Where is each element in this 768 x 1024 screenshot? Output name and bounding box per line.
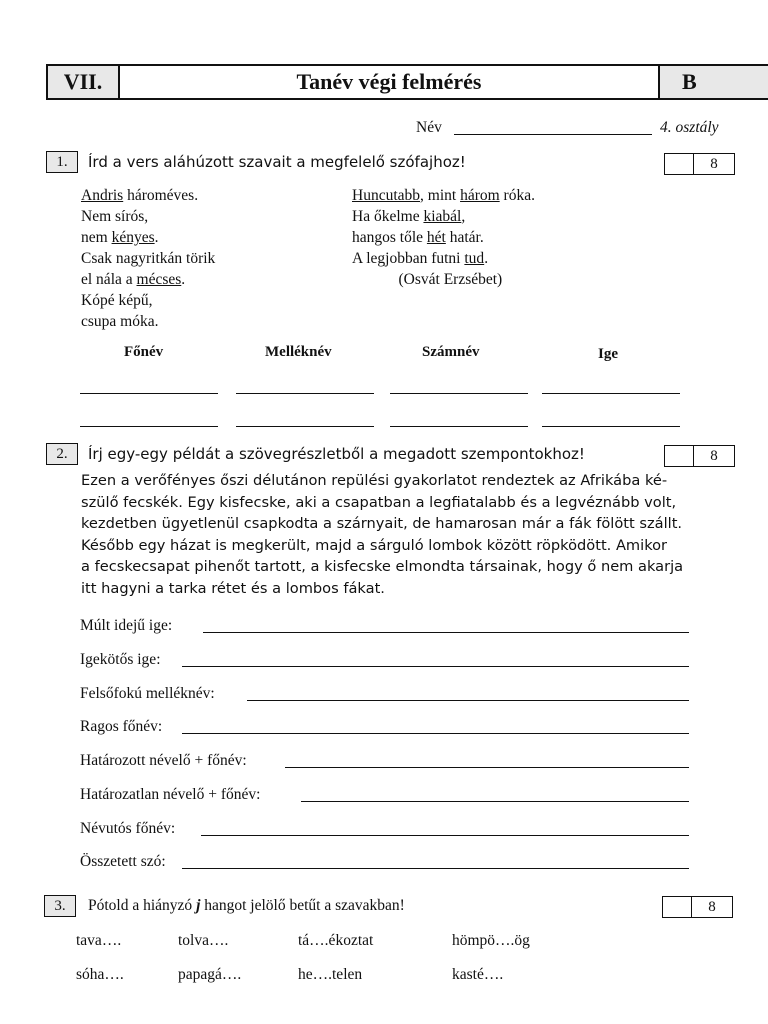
field-label-osszetett-szo: Összetett szó: xyxy=(80,853,166,870)
poem-line xyxy=(81,185,215,206)
q2-score-input[interactable] xyxy=(665,446,694,466)
poem-text: határ. xyxy=(445,229,484,246)
name-label: Név xyxy=(416,119,442,136)
underlined-word: kiabál xyxy=(423,208,462,225)
q3-instruction xyxy=(88,897,405,915)
unit-number: VII. xyxy=(48,66,120,98)
passage-line: Ezen a verőfényes őszi délutánon repülési gyakorlatot rendeztek az Afrikába ké- xyxy=(81,472,668,489)
q3-score-input[interactable] xyxy=(663,897,692,917)
poem-text: Csak nagyritkán törik xyxy=(81,250,216,267)
poem-text: Kópé képű, xyxy=(81,292,153,309)
field-ragos-fonev[interactable] xyxy=(182,733,689,734)
poem-text: csupa móka. xyxy=(81,313,159,330)
q1-instruction: Írd a vers aláhúzott szavait a megfelelő szófajhoz! xyxy=(88,153,466,171)
poem-text: (Osvát Erzsébet) xyxy=(352,271,503,288)
poem-text: nem xyxy=(81,229,112,246)
poem-text: hangos tőle xyxy=(352,229,427,246)
field-label-igekotos-ige: Igekötős ige: xyxy=(80,651,161,668)
poem-right-stanza xyxy=(352,185,535,290)
poem-text: Nem sírós, xyxy=(81,208,149,225)
col-header-mellekney: Melléknév xyxy=(265,344,332,360)
field-mult-ideju-ige[interactable] xyxy=(203,632,689,633)
q1-score-box[interactable] xyxy=(664,153,735,175)
fill-word[interactable]: papagá…. xyxy=(178,966,242,983)
poem-line xyxy=(81,227,215,248)
answer-line-szamnev-1[interactable] xyxy=(390,393,528,394)
field-igekotos-ige[interactable] xyxy=(182,666,689,667)
poem-line xyxy=(81,206,215,227)
fill-word[interactable]: sóha…. xyxy=(76,966,124,983)
q1-number: 1. xyxy=(46,151,78,173)
field-label-hatarozatlan-nevelo-fonev: Határozatlan névelő + főnév: xyxy=(80,786,261,803)
q1-max-score: 8 xyxy=(710,156,718,172)
field-label-ragos-fonev: Ragos főnév: xyxy=(80,718,163,735)
col-header-ige: Ige xyxy=(598,346,618,362)
field-hatarozott-nevelo-fonev[interactable] xyxy=(285,767,689,768)
poem-text: róka. xyxy=(499,187,535,204)
q2-instruction: Írj egy-egy példát a szövegrészletből a megadott szempontokhoz! xyxy=(88,445,585,463)
poem-text: , xyxy=(461,208,466,225)
field-hatarozatlan-nevelo-fonev[interactable] xyxy=(301,801,689,802)
poem-line xyxy=(352,206,535,227)
passage-line: itt hagyni a tarka rétet és a lombos fákat. xyxy=(81,579,385,597)
passage-line: szülő fecskék. Egy kisfecske, aki a csapatban a legfiatalabb és a legvéznább volt, xyxy=(81,493,677,511)
field-label-felsofoku-mellekney: Felsőfokú melléknév: xyxy=(80,685,215,702)
field-nevutos-fonev[interactable] xyxy=(201,835,689,836)
answer-line-mellekney-1[interactable] xyxy=(236,393,374,394)
passage-line: a fecskecsapat pihenőt tartott, a kisfecske elmondta társainak, hogy ő nem akarja xyxy=(81,558,684,575)
answer-line-szamnev-2[interactable] xyxy=(390,426,528,427)
name-field[interactable] xyxy=(454,134,652,135)
q2-number: 2. xyxy=(46,443,78,465)
answer-line-ige-2[interactable] xyxy=(542,426,680,427)
page-title: Tanév végi felmérés xyxy=(296,69,482,94)
q2-max-score: 8 xyxy=(710,448,718,464)
q3-instruction-pre: Pótold a hiányzó xyxy=(88,897,197,914)
poem-text: hároméves. xyxy=(123,187,199,204)
poem-line xyxy=(81,269,215,290)
q3-instruction-letter: j xyxy=(196,897,201,914)
col-header-fonev: Főnév xyxy=(124,344,164,360)
poem-text: Ha őkelme xyxy=(352,208,424,225)
q2-score-box[interactable] xyxy=(664,445,735,467)
fill-word[interactable]: tava…. xyxy=(76,932,122,949)
underlined-word: Andris xyxy=(81,187,124,204)
col-header-szamnev: Számnév xyxy=(422,344,480,360)
variant-badge: B xyxy=(658,66,768,98)
underlined-word: mécses xyxy=(136,271,182,288)
field-label-hatarozott-nevelo-fonev: Határozott névelő + főnév: xyxy=(80,752,247,769)
class-label: 4. osztály xyxy=(660,119,719,136)
poem-text: el nála a xyxy=(81,271,137,288)
passage-line: kezdetben ügyetlenül csapkodta a szárnyait, de hamarosan már a fák fölött szállt. xyxy=(81,515,683,532)
poem-text: . xyxy=(181,271,186,288)
underlined-word: Huncutabb xyxy=(352,187,421,204)
poem-line xyxy=(81,290,215,311)
passage-line: Később egy házat is megkerült, majd a sárguló lombok között röpködött. Amikor xyxy=(81,536,668,554)
underlined-word: hét xyxy=(426,229,446,246)
q1-score-input[interactable] xyxy=(665,154,694,174)
q3-instruction-post: hangot jelölő betűt a szavakban! xyxy=(200,897,405,914)
answer-line-ige-1[interactable] xyxy=(542,393,680,394)
poem-line xyxy=(352,185,535,206)
fill-word[interactable]: tá….ékoztat xyxy=(298,932,374,949)
field-label-nevutos-fonev: Névutós főnév: xyxy=(80,820,176,837)
q3-max-score: 8 xyxy=(708,899,716,915)
worksheet-header xyxy=(46,64,768,100)
poem-line xyxy=(81,248,215,269)
fill-word[interactable]: tolva…. xyxy=(178,932,229,949)
poem-text: . xyxy=(484,250,489,267)
poem-line xyxy=(352,269,535,290)
poem-line xyxy=(81,311,215,332)
underlined-word: tud xyxy=(464,250,485,267)
q3-score-box[interactable] xyxy=(662,896,733,918)
fill-word[interactable]: hömpö….ög xyxy=(452,932,530,949)
poem-text: . xyxy=(154,229,159,246)
fill-word[interactable]: kasté…. xyxy=(452,966,504,983)
fill-word[interactable]: he….telen xyxy=(298,966,363,983)
field-felsofoku-mellekney[interactable] xyxy=(247,700,689,701)
poem-line xyxy=(352,248,535,269)
poem-text: A legjobban futni xyxy=(352,250,465,267)
answer-line-mellekney-2[interactable] xyxy=(236,426,374,427)
field-label-mult-ideju-ige: Múlt idejű ige: xyxy=(80,617,173,634)
underlined-word: három xyxy=(460,187,500,204)
q2-text-passage xyxy=(81,470,683,599)
answer-line-fonev-2[interactable] xyxy=(80,426,218,427)
field-osszetett-szo[interactable] xyxy=(182,868,689,869)
q3-number: 3. xyxy=(44,895,76,917)
poem-text: , mint xyxy=(420,187,461,204)
poem-line xyxy=(352,227,535,248)
underlined-word: kényes xyxy=(111,229,155,246)
poem-left-stanza xyxy=(81,185,215,332)
answer-line-fonev-1[interactable] xyxy=(80,393,218,394)
